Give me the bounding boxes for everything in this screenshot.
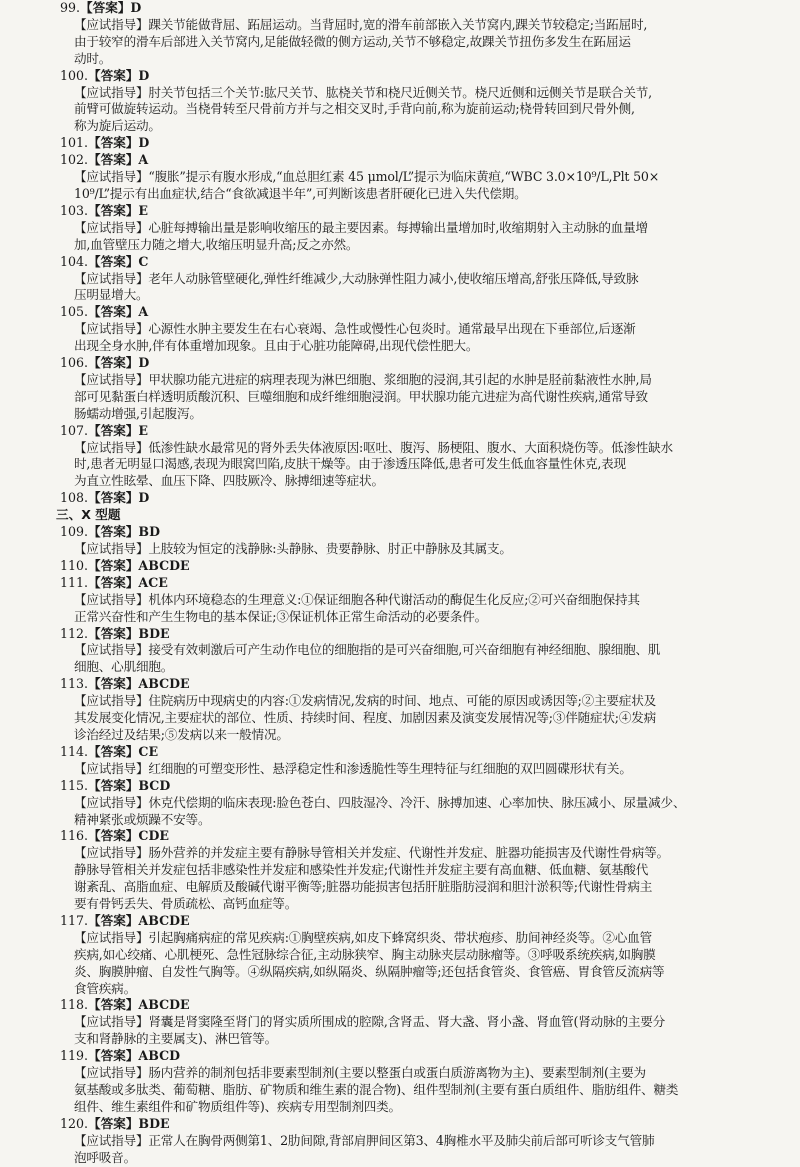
- answer-entry: [60, 575, 766, 626]
- question-number: 119.: [60, 1048, 89, 1064]
- answer-line: [60, 0, 766, 17]
- exam-guide-line: 食管疾病。: [74, 980, 136, 996]
- answer-line: [60, 68, 766, 85]
- question-number: 100.: [60, 67, 89, 83]
- answer-text: 【答案】ABCD: [88, 1048, 181, 1064]
- question-number: 111.: [60, 574, 89, 590]
- exam-guide: [60, 1014, 766, 1048]
- exam-guide-line: 精神紧张或烦躁不安等。: [74, 811, 211, 827]
- answer-text: 【答案】D: [80, 0, 142, 15]
- question-number: 116.: [60, 828, 89, 844]
- answer-entry: [60, 1116, 766, 1167]
- exam-guide-line: 出现全身水肿,伴有体重增加现象。且由于心脏功能障碍,出现代偿性肥大。: [74, 338, 479, 354]
- question-number: 112.: [60, 625, 89, 641]
- answer-entry: [60, 744, 766, 778]
- exam-guide-line: 10⁹/L”提示有出血症状,结合“食欲减退半年”,可判断该患者肝硬化已进入失代偿期。: [74, 185, 527, 201]
- question-number: 102.: [60, 152, 89, 168]
- answer-line: [60, 744, 766, 761]
- answer-line: [60, 1048, 766, 1065]
- exam-guide-line: 【应试指导】肾囊是肾窦隆至肾门的肾实质所围成的腔隙,含肾盂、肾大盏、肾小盏、肾血管(肾动脉的主要分: [74, 1014, 666, 1030]
- answer-text: 【答案】D: [88, 67, 150, 83]
- question-number: 113.: [60, 676, 89, 692]
- answer-line: [60, 626, 766, 643]
- exam-guide-line: 要有骨钙丢失、骨质疏松、高钙血症等。: [74, 896, 298, 912]
- exam-guide-line: 【应试指导】红细胞的可塑变形性、悬浮稳定性和渗透脆性等生理特征与红细胞的双凹圆碟形状有关。: [74, 760, 632, 776]
- answer-entry: [60, 913, 766, 998]
- answer-entry: [60, 1048, 766, 1116]
- exam-guide: [60, 169, 766, 203]
- answer-text: 【答案】D: [88, 490, 150, 506]
- answer-text: 【答案】D: [88, 355, 150, 371]
- answer-entry: [60, 203, 766, 254]
- exam-guide-line: 【应试指导】心脏每搏输出量是影响收缩压的最主要因素。每搏输出量增加时,收缩期射入主动脉的血量增: [74, 219, 648, 235]
- exam-guide-line: 肠蠕动增强,引起腹泻。: [74, 405, 202, 421]
- answer-text: 【答案】E: [88, 202, 149, 218]
- question-number: 105.: [60, 304, 89, 320]
- exam-guide: [60, 271, 766, 305]
- answer-text: 【答案】BD: [88, 524, 160, 540]
- answer-entry: [60, 524, 766, 558]
- exam-guide-line: 【应试指导】心源性水肿主要发生在右心衰竭、急性或慢性心包炎时。通常最早出现在下垂部位,后逐渐: [74, 321, 636, 337]
- exam-guide-line: 【应试指导】休克代偿期的临床表现:脸色苍白、四肢湿冷、冷汗、脉搏加速、心率加快、脉压减小、尿量减少、: [74, 794, 686, 810]
- question-number: 101.: [60, 135, 89, 151]
- answer-entry: [60, 0, 766, 68]
- question-number: 117.: [60, 912, 89, 928]
- answer-text: 【答案】ABCDE: [88, 557, 190, 573]
- answer-entry: [60, 558, 766, 575]
- answer-text: 【答案】BCD: [88, 777, 171, 793]
- answer-entry: [60, 304, 766, 355]
- answer-text: 【答案】CE: [88, 743, 159, 759]
- answer-entry: [60, 135, 766, 152]
- exam-guide: [60, 1065, 766, 1116]
- answer-line: [60, 135, 766, 152]
- question-number: 120.: [60, 1115, 89, 1131]
- exam-guide-line: 【应试指导】甲状腺功能亢进症的病理表现为淋巴细胞、浆细胞的浸润,其引起的水肿是胫前黏液性水肿,局: [74, 371, 652, 387]
- question-number: 99.: [60, 0, 81, 15]
- answer-text: 【答案】ACE: [88, 574, 168, 590]
- answer-line: [60, 676, 766, 693]
- exam-guide-line: 【应试指导】老年人动脉管壁硬化,弹性纤维减少,大动脉弹性阻力减小,使收缩压增高,舒张压降低,导致脉: [74, 270, 639, 286]
- answer-text: 【答案】CDE: [88, 828, 169, 844]
- exam-guide-line: 【应试指导】低渗性缺水最常见的肾外丢失体液原因:呕吐、腹泻、肠梗阻、腹水、大面积烧伤等。低渗性缺水: [74, 439, 673, 455]
- exam-guide-line: 氨基酸或多肽类、葡萄糖、脂肪、矿物质和维生素的混合物)、组件型制剂(主要有蛋白质组件、脂肪组件、糖类: [74, 1082, 679, 1097]
- answer-entry: [60, 778, 766, 829]
- question-number: 109.: [60, 524, 89, 540]
- exam-guide: [60, 642, 766, 676]
- answer-text: 【答案】A: [88, 304, 149, 320]
- answer-entry: [60, 828, 766, 913]
- answer-line: [60, 997, 766, 1014]
- exam-guide-line: 正常兴奋性和产生生物电的基本保证;③保证机体正常生命活动的必要条件。: [74, 608, 488, 624]
- exam-guide-line: 部可见黏蛋白样透明质酸沉积、巨噬细胞和成纤维细胞浸润。甲状腺功能亢进症为高代谢性疾病,通常导致: [74, 388, 648, 404]
- exam-guide-line: 支和肾静脉的主要属支)、淋巴管等。: [74, 1031, 278, 1047]
- answers-block-a: [60, 0, 766, 507]
- answer-line: [60, 913, 766, 930]
- exam-guide-line: 【应试指导】肠外营养的并发症主要有静脉导管相关并发症、代谢性并发症、脏器功能损害及代谢性骨病等。: [74, 845, 669, 861]
- exam-guide: [60, 321, 766, 355]
- answer-text: 【答案】C: [88, 253, 149, 269]
- exam-guide-line: 疾病,如心绞痛、心肌梗死、急性冠脉综合征,主动脉狭窄、胸主动脉夹层动脉瘤等。③呼吸系统疾病,如胸膜: [74, 946, 656, 962]
- exam-guide-line: 时,患者无明显口渴感,表现为眼窝凹陷,皮肤干燥等。由于渗透压降低,患者可发生低血容量性休克,表现: [74, 456, 626, 472]
- answer-entry: [60, 152, 766, 203]
- exam-guide-line: 称为旋后运动。: [74, 118, 161, 134]
- exam-guide-line: 炎、胸膜肿瘤、自发性气胸等。④纵隔疾病,如纵隔炎、纵隔肿瘤等;还包括食管炎、食管癌、胃食管反流病等: [74, 963, 665, 979]
- question-number: 108.: [60, 490, 89, 506]
- exam-guide-line: 【应试指导】引起胸痛病症的常见疾病:①胸壁疾病,如皮下蜂窝织炎、带状疱疹、肋间神经炎等。②心血管: [74, 929, 652, 945]
- exam-guide-line: 加,血管壁压力随之增大,收缩压明显升高;反之亦然。: [74, 236, 359, 252]
- answer-entry: [60, 626, 766, 677]
- answer-text: 【答案】A: [88, 152, 149, 168]
- exam-guide-line: 【应试指导】上肢较为恒定的浅静脉:头静脉、贵要静脉、肘正中静脉及其属支。: [74, 541, 512, 556]
- exam-guide: [60, 17, 766, 68]
- exam-guide: [60, 541, 766, 558]
- exam-guide: [60, 761, 766, 778]
- exam-guide-line: 【应试指导】正常人在胸骨两侧第1、2肋间隙,背部肩胛间区第3、4胸椎水平及肺尖前后部可听诊支气管肺: [74, 1132, 655, 1148]
- exam-guide-line: 前臂可做旋转运动。当桡骨转至尺骨前方并与之相交叉时,手背向前,称为旋前运动;桡骨转回到尺骨外侧,: [74, 101, 635, 117]
- exam-guide-line: 压明显增大。: [74, 287, 149, 303]
- question-number: 110.: [60, 557, 89, 573]
- exam-guide-line: 【应试指导】接受有效刺激后可产生动作电位的细胞指的是可兴奋细胞,可兴奋细胞有神经细胞、腺细胞、肌: [74, 642, 661, 658]
- exam-guide: [60, 440, 766, 491]
- exam-guide: [60, 930, 766, 998]
- exam-guide: [60, 592, 766, 626]
- answer-entry: [60, 997, 766, 1048]
- answer-text: 【答案】ABCDE: [88, 997, 190, 1013]
- answer-entry: [60, 676, 766, 744]
- answers-block-b: [60, 524, 766, 1166]
- answer-text: 【答案】BDE: [88, 1115, 170, 1131]
- answer-text: 【答案】ABCDE: [88, 912, 190, 928]
- exam-guide-line: 动时。: [74, 50, 112, 66]
- answer-line: [60, 524, 766, 541]
- question-number: 118.: [60, 997, 89, 1013]
- answer-line: [60, 355, 766, 372]
- exam-guide: [60, 845, 766, 913]
- answer-line: [60, 490, 766, 507]
- answer-entry: [60, 423, 766, 491]
- section-title: 三、X 型题: [56, 507, 121, 523]
- question-number: 114.: [60, 743, 89, 759]
- answer-line: [60, 575, 766, 592]
- exam-guide: [60, 220, 766, 254]
- answer-entry: [60, 254, 766, 305]
- answer-line: [60, 778, 766, 795]
- exam-guide-line: 【应试指导】住院病历中现病史的内容:①发病情况,发病的时间、地点、可能的原因或诱因等;②主要症状及: [74, 693, 657, 709]
- answer-text: 【答案】BDE: [88, 625, 170, 641]
- exam-guide-line: 其发展变化情况,主要症状的部位、性质、持续时间、程度、加剧因素及演变发展情况等;③伴随症状;④发病: [74, 710, 657, 726]
- question-number: 106.: [60, 355, 89, 371]
- exam-guide: [60, 1133, 766, 1167]
- question-number: 104.: [60, 253, 89, 269]
- answer-line: [60, 152, 766, 169]
- exam-guide-line: 细胞、心肌细胞。: [74, 659, 174, 675]
- exam-guide: [60, 372, 766, 423]
- exam-guide-line: 静脉导管相关并发症包括非感染性并发症和感染性并发症;代谢性并发症主要有高血糖、低血糖、氨基酸代: [74, 862, 649, 878]
- exam-guide-line: 【应试指导】踝关节能做背屈、跖屈运动。当背屈时,宽的滑车前部嵌入关节窝内,踝关节较稳定;当跖屈时,: [74, 16, 648, 32]
- answer-line: [60, 304, 766, 321]
- exam-guide-line: 谢紊乱、高脂血症、电解质及酸碱代谢平衡等;脏器功能损害包括肝脏脂肪浸润和胆汁淤积等;代谢性骨病主: [74, 879, 653, 895]
- question-number: 115.: [60, 777, 89, 793]
- answer-line: [60, 558, 766, 575]
- exam-guide-line: 为直立性眩晕、血压下降、四肢厥冷、脉搏细速等症状。: [74, 473, 384, 489]
- answer-entry: [60, 490, 766, 507]
- exam-guide-line: 诊治经过及结果;⑤发病以来一般情况。: [74, 726, 289, 742]
- exam-guide-line: 由于较窄的滑车后部进入关节窝内,足能做轻微的侧方运动,关节不够稳定,故踝关节扭伤多发生在跖屈运: [74, 33, 631, 49]
- answer-line: [60, 423, 766, 440]
- question-number: 107.: [60, 422, 89, 438]
- answer-text: 【答案】E: [88, 422, 149, 438]
- answer-entry: [60, 68, 766, 136]
- answer-text: 【答案】ABCDE: [88, 676, 190, 692]
- exam-guide-line: 泡呼吸音。: [74, 1149, 136, 1165]
- exam-guide-line: 【应试指导】肠内营养的制剂包括非要素型制剂(主要以整蛋白或蛋白质游离物为主)、要素型制剂(主要为: [74, 1065, 646, 1081]
- exam-guide-line: 【应试指导】肘关节包括三个关节:肱尺关节、肱桡关节和桡尺近侧关节。桡尺近侧和远侧关节是联合关节,: [74, 84, 652, 100]
- question-number: 103.: [60, 202, 89, 218]
- exam-guide-line: 【应试指导】“腹胀”提示有腹水形成,“血总胆红素 45 μmol/L”提示为临床黄疸,“WBC 3.0×10⁹/L,Plt 50×: [74, 169, 660, 185]
- answer-line: [60, 1116, 766, 1133]
- exam-guide: [60, 693, 766, 744]
- answer-entry: [60, 355, 766, 423]
- answer-text: 【答案】D: [88, 135, 150, 151]
- exam-guide-line: 组件、维生素组件和矿物质组件等)、疾病专用型制剂四类。: [74, 1098, 401, 1114]
- exam-guide: [60, 85, 766, 136]
- exam-guide-line: 【应试指导】机体内环境稳态的生理意义:①保证细胞各种代谢活动的酶促生化反应;②可兴奋细胞保持其: [74, 591, 640, 607]
- answer-line: [60, 254, 766, 271]
- answer-line: [60, 203, 766, 220]
- exam-guide: [60, 795, 766, 829]
- answer-line: [60, 828, 766, 845]
